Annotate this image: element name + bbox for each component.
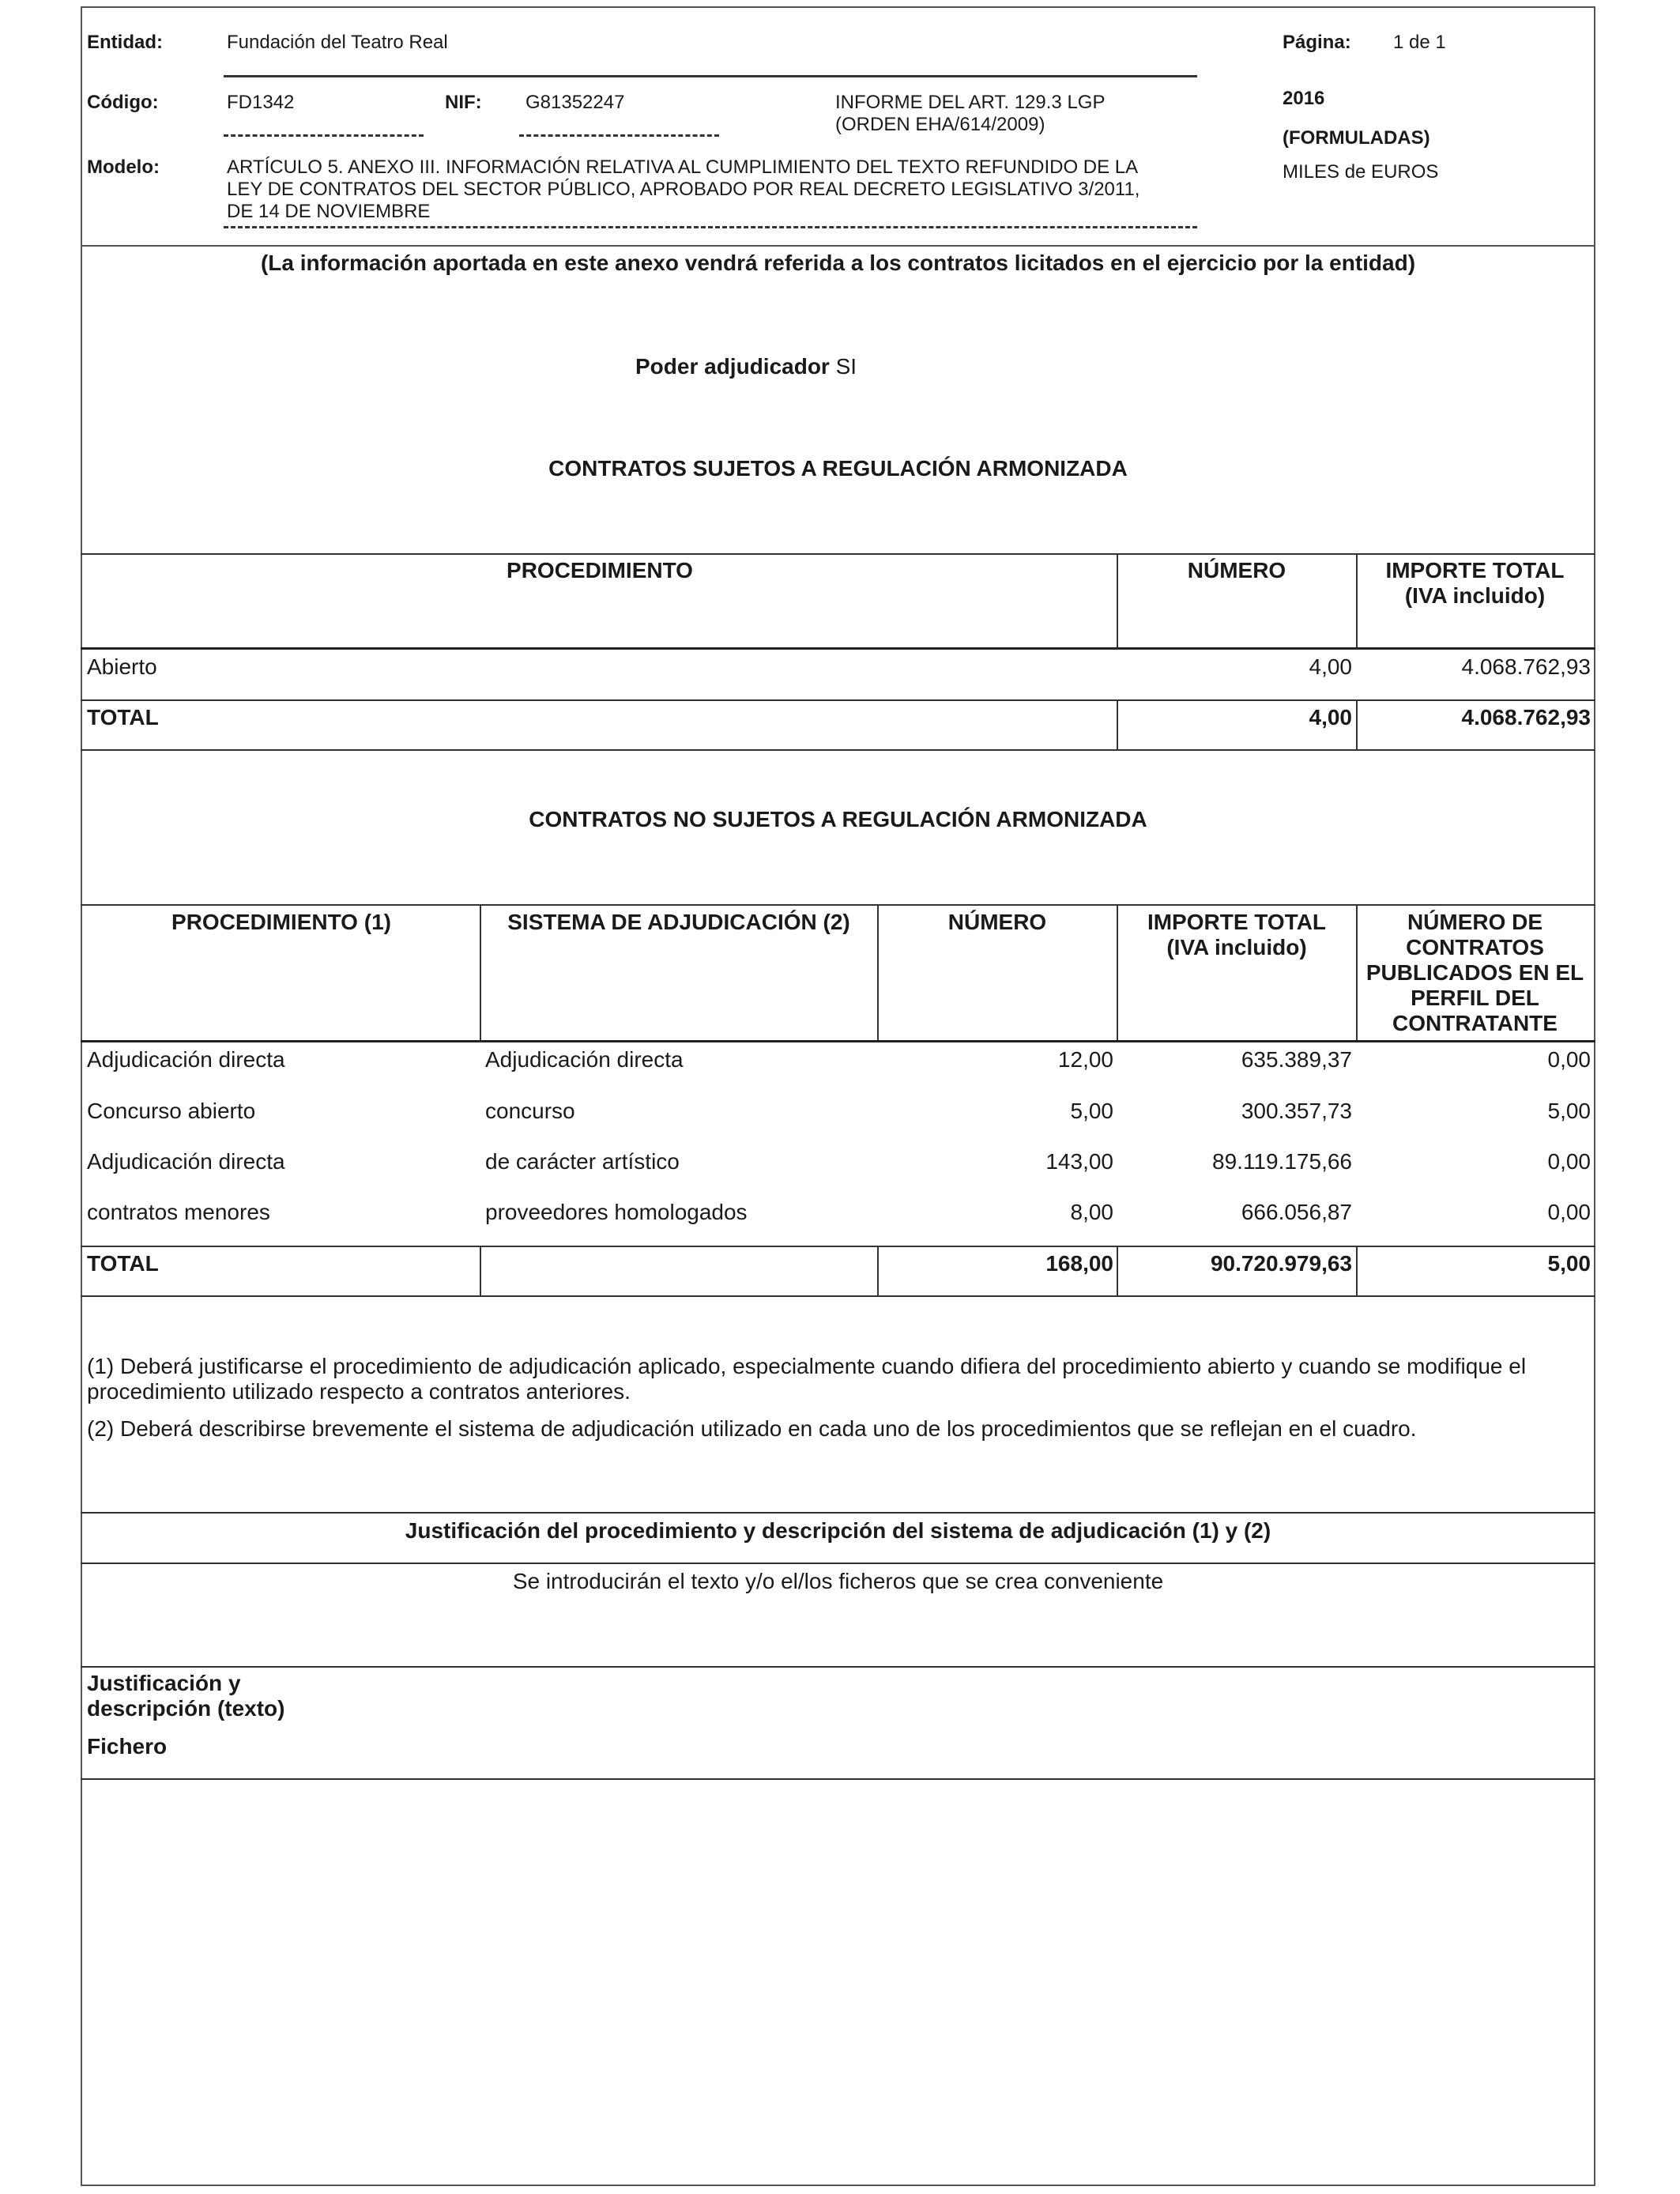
justificacion-bottom-rule bbox=[81, 1778, 1595, 1780]
t2-row-numero: 12,00 bbox=[1057, 1047, 1113, 1072]
t2-header-procedimiento: PROCEDIMIENTO (1) bbox=[171, 910, 391, 934]
t2-header-publicados-3: PUBLICADOS EN EL bbox=[1365, 960, 1584, 985]
t2-row-publicados: 0,00 bbox=[1547, 1200, 1591, 1224]
modelo-line-3: DE 14 DE NOVIEMBRE bbox=[227, 201, 431, 222]
t1-bottom-rule bbox=[81, 749, 1595, 751]
report-year: 2016 bbox=[1283, 88, 1325, 109]
entidad-label: Entidad: bbox=[87, 32, 163, 53]
t1-row-importe: 4.068.762,93 bbox=[1461, 654, 1591, 679]
modelo-label: Modelo: bbox=[87, 156, 160, 178]
t1-row-procedimiento: Abierto bbox=[87, 654, 157, 679]
t1-total-numero: 4,00 bbox=[1309, 705, 1352, 729]
t2-vline-4 bbox=[1356, 904, 1358, 1041]
justificacion-texto-label-2: descripción (texto) bbox=[87, 1696, 285, 1721]
t2-header-publicados-1: NÚMERO DE bbox=[1407, 910, 1543, 934]
codigo-label: Código: bbox=[87, 92, 159, 113]
t2-row-publicados: 0,00 bbox=[1547, 1149, 1591, 1174]
t1-total-vline-2 bbox=[1356, 699, 1358, 750]
t1-row-numero: 4,00 bbox=[1309, 654, 1352, 679]
pagina-value: 1 de 1 bbox=[1393, 32, 1446, 53]
t1-header-procedimiento: PROCEDIMIENTO bbox=[507, 558, 693, 582]
t2-total-label: TOTAL bbox=[87, 1251, 159, 1276]
nif-underline bbox=[519, 134, 719, 137]
note-1-line-2: procedimiento utilizado respecto a contratos anteriores. bbox=[87, 1379, 631, 1404]
t1-total-label: TOTAL bbox=[87, 705, 159, 729]
t2-total-top-rule bbox=[81, 1246, 1595, 1247]
t2-row-sistema: de carácter artístico bbox=[485, 1149, 680, 1174]
t1-header-numero: NÚMERO bbox=[1187, 558, 1286, 582]
t2-total-vline-3 bbox=[1117, 1246, 1118, 1296]
fichero-label: Fichero bbox=[87, 1734, 168, 1759]
poder-value: SI bbox=[835, 354, 857, 379]
codigo-value: FD1342 bbox=[227, 92, 295, 113]
t2-header-publicados-5: CONTRATANTE bbox=[1392, 1011, 1558, 1035]
justificacion-title: Justificación del procedimiento y descripción del sistema de adjudicación (1) y (2) bbox=[405, 1518, 1271, 1543]
t2-row-numero: 5,00 bbox=[1070, 1099, 1113, 1123]
t2-vline-2 bbox=[877, 904, 879, 1041]
t2-row-importe: 300.357,73 bbox=[1241, 1099, 1352, 1123]
poder-label: Poder adjudicador bbox=[635, 354, 830, 379]
t2-row-sistema: proveedores homologados bbox=[485, 1200, 748, 1224]
t2-row-numero: 143,00 bbox=[1045, 1149, 1113, 1174]
t1-vline-1 bbox=[1117, 553, 1118, 648]
t2-bottom-rule bbox=[81, 1295, 1595, 1297]
note-1-line-1: (1) Deberá justificarse el procedimiento de adjudicación aplicado, especialmente cuando difiera del procedimiento abierto y cuando se modifique el bbox=[87, 1354, 1527, 1378]
t1-header-rule bbox=[81, 647, 1595, 650]
t2-total-vline-2 bbox=[877, 1246, 879, 1296]
t2-top-rule bbox=[81, 904, 1595, 906]
codigo-underline bbox=[224, 134, 424, 137]
pagina-label: Página: bbox=[1283, 32, 1351, 53]
t2-total-numero: 168,00 bbox=[1045, 1251, 1113, 1276]
t2-total-vline-4 bbox=[1356, 1246, 1358, 1296]
justificacion-instruction: Se introducirán el texto y/o el/los ficheros que se crea conveniente bbox=[512, 1569, 1164, 1593]
justificacion-fields-rule bbox=[81, 1666, 1595, 1668]
justificacion-title-rule bbox=[81, 1563, 1595, 1564]
t2-row-procedimiento: Adjudicación directa bbox=[87, 1149, 285, 1174]
t2-total-publicados: 5,00 bbox=[1547, 1251, 1591, 1276]
t2-row-publicados: 0,00 bbox=[1547, 1047, 1591, 1072]
t1-total-vline-1 bbox=[1117, 699, 1118, 750]
t2-vline-1 bbox=[480, 904, 481, 1041]
t2-row-sistema: Adjudicación directa bbox=[485, 1047, 684, 1072]
informe-line-1: INFORME DEL ART. 129.3 LGP bbox=[835, 92, 1106, 113]
note-2: (2) Deberá describirse brevemente el sistema de adjudicación utilizado en cada uno de los procedimientos que se reflejan en el cuadro. bbox=[87, 1416, 1417, 1441]
justificacion-texto-label-1: Justificación y bbox=[87, 1671, 241, 1695]
units-label: MILES de EUROS bbox=[1283, 161, 1439, 183]
header-rule bbox=[224, 75, 1197, 77]
t2-header-rule bbox=[81, 1040, 1595, 1042]
poder-adjudicador bbox=[635, 354, 857, 379]
t2-row-numero: 8,00 bbox=[1070, 1200, 1113, 1224]
t2-row-procedimiento: Concurso abierto bbox=[87, 1099, 256, 1123]
t2-header-importe-2: (IVA incluido) bbox=[1166, 935, 1307, 959]
armonizada-title: CONTRATOS SUJETOS A REGULACIÓN ARMONIZADA bbox=[548, 456, 1128, 481]
t2-total-importe: 90.720.979,63 bbox=[1210, 1251, 1352, 1276]
t1-vline-2 bbox=[1356, 553, 1358, 648]
intro-note: (La información aportada en este anexo vendrá referida a los contratos licitados en el ejercicio por la entidad) bbox=[260, 251, 1416, 275]
entidad-value: Fundación del Teatro Real bbox=[227, 32, 448, 53]
t1-header-importe-2: (IVA incluido) bbox=[1404, 583, 1546, 608]
nif-value: G81352247 bbox=[525, 92, 625, 113]
t1-total-importe: 4.068.762,93 bbox=[1461, 705, 1591, 729]
t1-top-rule bbox=[81, 553, 1595, 555]
t2-total-vline-1 bbox=[480, 1246, 481, 1296]
nif-label: NIF: bbox=[445, 92, 482, 113]
t1-header-importe-1: IMPORTE TOTAL bbox=[1385, 558, 1565, 582]
informe-line-2: (ORDEN EHA/614/2009) bbox=[835, 114, 1045, 135]
no-armonizada-title: CONTRATOS NO SUJETOS A REGULACIÓN ARMONIZADA bbox=[529, 807, 1147, 831]
t2-header-sistema: SISTEMA DE ADJUDICACIÓN (2) bbox=[507, 910, 850, 934]
t2-header-publicados-4: PERFIL DEL bbox=[1411, 986, 1539, 1010]
t2-header-numero: NÚMERO bbox=[947, 910, 1047, 934]
t2-row-procedimiento: contratos menores bbox=[87, 1200, 270, 1224]
t2-row-sistema: concurso bbox=[485, 1099, 575, 1123]
t2-row-importe: 635.389,37 bbox=[1241, 1047, 1352, 1072]
modelo-line-1: ARTÍCULO 5. ANEXO III. INFORMACIÓN RELATIVA AL CUMPLIMIENTO DEL TEXTO REFUNDIDO DE LA bbox=[227, 156, 1139, 178]
t2-row-importe: 89.119.175,66 bbox=[1212, 1149, 1352, 1174]
t2-vline-3 bbox=[1117, 904, 1118, 1041]
t1-total-top-rule bbox=[81, 699, 1595, 701]
modelo-line-2: LEY DE CONTRATOS DEL SECTOR PÚBLICO, APROBADO POR REAL DECRETO LEGISLATIVO 3/2011, bbox=[227, 179, 1140, 200]
formuladas-label: (FORMULADAS) bbox=[1283, 127, 1430, 149]
justificacion-top-rule bbox=[81, 1512, 1595, 1514]
modelo-underline bbox=[224, 226, 1197, 228]
t2-row-procedimiento: Adjudicación directa bbox=[87, 1047, 285, 1072]
t2-header-importe-1: IMPORTE TOTAL bbox=[1147, 910, 1327, 934]
t2-row-importe: 666.056,87 bbox=[1241, 1200, 1352, 1224]
t2-row-publicados: 5,00 bbox=[1547, 1099, 1591, 1123]
t2-header-publicados-2: CONTRATOS bbox=[1406, 935, 1544, 959]
